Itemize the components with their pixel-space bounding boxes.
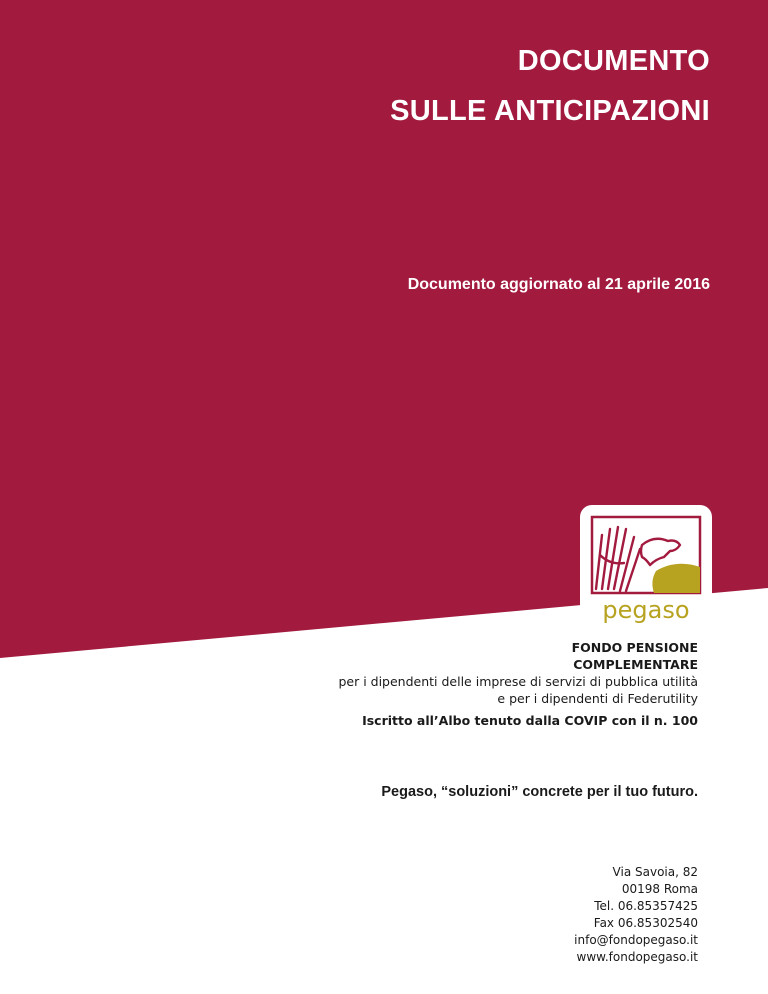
fund-name-line-1: FONDO PENSIONE [571, 640, 698, 655]
pegaso-logo [580, 505, 712, 627]
fax: Fax 06.85302540 [593, 916, 698, 930]
document-title [390, 36, 710, 136]
email: info@fondopegaso.it [574, 933, 698, 947]
slogan: Pegaso, “soluzioni” concrete per il tuo futuro. [381, 784, 698, 800]
updated-date: Documento aggiornato al 21 aprile 2016 [407, 276, 710, 293]
fund-name-line-2: COMPLEMENTARE [573, 657, 698, 672]
title-line-1: DOCUMENTO [517, 45, 710, 77]
registration-note: Iscritto all’Albo tenuto dalla COVIP con il n. 100 [362, 713, 698, 728]
fund-description [338, 639, 698, 729]
phone: Tel. 06.85357425 [594, 899, 698, 913]
website: www.fondopegaso.it [576, 950, 698, 964]
fund-scope-line-2: e per i dipendenti di Federutility [497, 691, 698, 706]
address: Via Savoia, 82 [612, 865, 698, 879]
fund-scope-line-1: per i dipendenti delle imprese di servizi di pubblica utilità [338, 674, 698, 689]
contact-block [574, 864, 698, 966]
logo-text: pegaso [602, 596, 690, 624]
city: 00198 Roma [621, 882, 698, 896]
title-line-2: SULLE ANTICIPAZIONI [390, 95, 710, 127]
